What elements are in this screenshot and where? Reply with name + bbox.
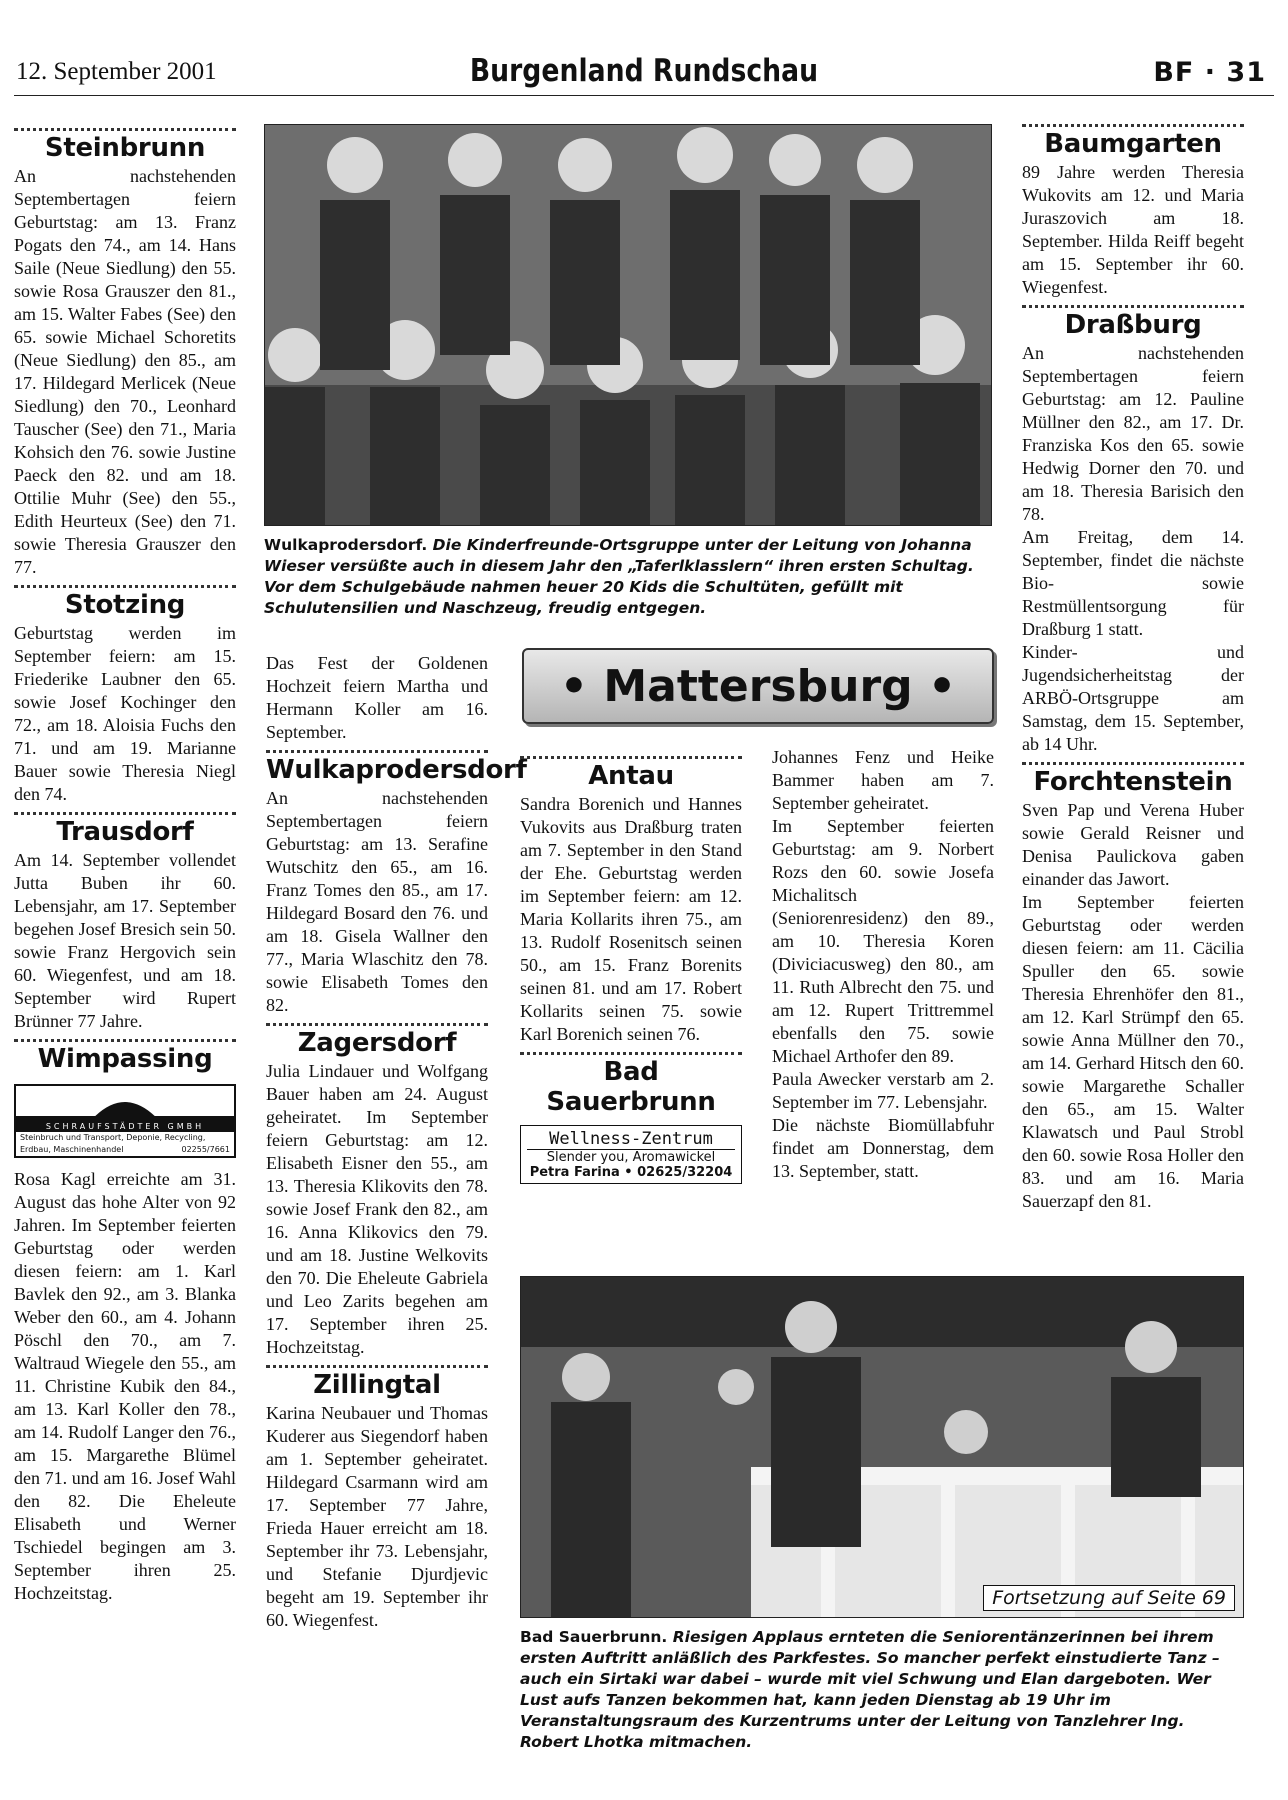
continuation-note: Fortsetzung auf Seite 69 (983, 1585, 1235, 1611)
photo-placeholder (265, 125, 991, 525)
ad-services: Slender you, Aromawickel (546, 1150, 716, 1165)
column-5 (1022, 118, 1244, 1213)
divider (520, 1052, 742, 1055)
heading-trausdorf: Trausdorf (56, 817, 194, 847)
column-4 (772, 746, 994, 1183)
caption-text: Riesigen Applaus ernteten die Seniorentänzerinnen bei ihrem ersten Auftritt anläßlich des Parkfestes. So mancher perfekt einstudierte Tanz – auch ein Sirtaki war dabei – wurde mit viel Schwung und Elan dargeboten. Wer Lust aufs Tanzen bekommen hat, kann jeden Dienstag ab 19 Uhr im Veranstaltungsraum des Kurzentrums unter der Leitung von Tanzlehrer Ing. Robert Lhotka mitmachen. (520, 1628, 1220, 1751)
text-baumgarten: 89 Jahre werden Theresia Wukovits am 12. und Maria Juraszovich am 18. September. Hilda Reiff begeht am 15. September ihr 60. Wiegenfest. (1022, 162, 1244, 297)
text-todesfall: Paula Awecker verstarb am 2. September im 77. Lebensjahr. (772, 1069, 994, 1112)
caption-text: Die Kinderfreunde-Ortsgruppe unter der Leitung von Johanna Wieser versüßte auch in diesem Jahr den „Taferlklasslern“ ihren ersten Schultag. Vor dem Schulgebäude nahmen heuer 20 Kids die Schultüten, gefüllt mit Schulutensilien und Naschzeug, freudig entgegen. (264, 536, 974, 617)
text-biomuell: Die nächste Biomüllabfuhr findet am Donnerstag, dem 13. September, statt. (772, 1115, 994, 1181)
photo-schoolchildren (264, 124, 992, 526)
ad-line-2 (16, 1144, 234, 1156)
column-1 (14, 122, 236, 1605)
ad-services: Steinbruch und Transport, Deponie, Recycling, (20, 1133, 206, 1142)
divider (266, 1365, 488, 1368)
text-goldene-hochzeit: Das Fest der Goldenen Hochzeit feiern Martha und Hermann Koller am 16. September. (266, 653, 488, 742)
ad-logo (16, 1086, 234, 1121)
heading-zagersdorf: Zagersdorf (297, 1028, 457, 1058)
text-drassburg-geburtstage: An nachstehenden Septembertagen feiern Geburtstag: am 12. Pauline Müllner den 82., am 17. Dr. Franziska Kos den 65. sowie Hedwig Dorner den 70. und am 18. Theresia Barisich den 78. (1022, 343, 1244, 524)
heading-wimpassing: Wimpassing (37, 1044, 213, 1074)
text-steinbrunn: An nachstehenden Septembertagen feiern Geburtstag: am 13. Franz Pogats den 74., am 14. Hans Saile (Neue Siedlung) den 55. sowie Rosa Grauszer den 81., am 15. Walter Fabes (See) den 65. sowie Michael Schoretits (Neue Siedlung) den 85., am 17. Hildegard Merlicek (Neue Siedlung) den 70., Leonhard Tauscher (See) den 71., Maria Kohsich den 76. sowie Justine Paeck den 82. und am 18. Ottilie Muhr (See) den 55., Edith Heurteux (See) den 71. sowie Theresia Grauszer den 77. (14, 166, 236, 577)
heading-drassburg: Draßburg (1064, 310, 1202, 340)
heading-stotzing: Stotzing (64, 590, 186, 620)
ad-contact: Petra Farina • 02625/32204 (529, 1165, 733, 1180)
divider (14, 812, 236, 815)
caption-wulkaprodersdorf (264, 535, 990, 619)
caption-place: Wulkaprodersdorf. (264, 536, 428, 554)
page-number: BF · 31 (1153, 57, 1266, 88)
text-hochzeit-fenz: Johannes Fenz und Heike Bammer haben am 7. September geheiratet. (772, 747, 994, 813)
heading-steinbrunn: Steinbrunn (44, 133, 206, 163)
divider (1022, 305, 1244, 308)
text-stotzing: Geburtstag werden im September feiern: am 15. Friederike Laubner den 65. sowie Josef Kochinger den 72., am 18. Aloisia Fuchs den 71. und am 19. Marianne Bauer sowie Theresia Niegl den 74. (14, 623, 236, 804)
text-drassburg-muell: Am Freitag, dem 14. September, findet die nächste Bio- sowie Restmüllentsorgung für Draßburg 1 statt. (1022, 527, 1244, 639)
header-rule (14, 95, 1274, 96)
divider (520, 756, 742, 759)
heading-bad-sauerbrunn: Bad Sauerbrunn (546, 1057, 716, 1117)
heading-zillingtal: Zillingtal (313, 1370, 441, 1400)
advertisement-schraufstaedter (14, 1084, 236, 1158)
text-forchtenstein-hochzeiten: Sven Pap und Verena Huber sowie Gerald Reisner und Denisa Paulickova gaben einander das Jawort. (1022, 800, 1244, 889)
heading-forchtenstein: Forchtenstein (1033, 767, 1233, 797)
photo-placeholder (521, 1277, 1243, 1617)
divider (266, 750, 488, 753)
divider (14, 1039, 236, 1042)
text-wulkaprodersdorf: An nachstehenden Septembertagen feiern Geburtstag: am 13. Serafine Wutschitz den 65., am 16. Franz Tomes den 85., am 17. Hildegard Bosard den 76. und am 18. Gisela Wallner den 77., Maria Wlaschitz den 78. sowie Elisabeth Tomes den 82. (266, 788, 488, 1015)
text-drassburg-sicherheitstag: Kinder- und Jugendsicherheitstag der ARBÖ-Ortsgruppe am Samstag, dem 15. September, ab 14 Uhr. (1022, 642, 1244, 754)
divider (266, 1023, 488, 1026)
caption-bad-sauerbrunn (520, 1627, 1242, 1753)
section-banner-mattersburg: • Mattersburg • (522, 648, 994, 724)
ad-company-name: SCHRAUFSTÄDTER GMBH (16, 1121, 234, 1132)
heading-antau: Antau (588, 761, 674, 791)
newspaper-title: Burgenland Rundschau (469, 53, 819, 89)
text-zillingtal: Karina Neubauer und Thomas Kuderer aus Siegendorf haben am 1. September geheiratet. Hildegard Csarmann wird am 17. September 77 Jahre, Frieda Hauer erreicht am 18. September ihr 73. Lebensjahr, und Stefanie Djurdjevic begeht am 19. September ihr 60. Wiegenfest. (266, 1403, 488, 1630)
ad-services-2: Erdbau, Maschinenhandel (20, 1145, 124, 1154)
text-forchtenstein-geburtstage: Im September feierten Geburtstag oder werden diesen feiern: am 11. Cäcilia Spuller den 65. sowie Theresia Ehrenhöfer den 81., am 12. Karl Strümpf den 65. sowie Anna Müllner den 70., am 14. Gerhard Hitsch den 60. sowie Margarethe Schaller den 65., am 15. Walter Klawatsch und Paul Strobl den 60. sowie Rosa Holler den 83. und am 16. Maria Sauerzapf den 81. (1022, 892, 1244, 1211)
advertisement-wellness-zentrum (520, 1125, 742, 1184)
divider (1022, 762, 1244, 765)
page-header (0, 0, 1288, 98)
photo-senior-dancers (520, 1276, 1244, 1618)
text-antau: Sandra Borenich und Hannes Vukovits aus Draßburg traten am 7. September in den Stand der Ehe. Geburtstag werden im September feiern: am 12. Maria Kollarits ihren 75., am 13. Rudolf Rosenitsch seinen 50., am 15. Franz Borenits seinen 81. und am 17. Robert Kollarits seinen 75. sowie Karl Borenich seinen 76. (520, 794, 742, 1044)
text-trausdorf: Am 14. September vollendet Jutta Buben ihr 60. Lebensjahr, am 17. September begehen Josef Bresich sein 50. sowie Franz Hergovich sein 60. Wiegenfest, und am 18. September wird Rupert Brünner 77 Jahre. (14, 850, 236, 1031)
divider (14, 128, 236, 131)
divider (1022, 124, 1244, 127)
ad-phone: 02255/7661 (181, 1145, 230, 1154)
heading-wulkaprodersdorf: Wulkaprodersdorf (266, 755, 527, 785)
ad-title: Wellness-Zentrum (527, 1129, 735, 1150)
text-wimpassing: Rosa Kagl erreichte am 31. August das hohe Alter von 92 Jahren. Im September feierten Geburtstag oder werden diesen feiern: am 1. Karl Bavlek den 92., am 3. Blanka Weber den 60., am 4. Johann Pöschl den 70., am 7. Waltraud Wiegele den 55., am 11. Christine Kubik den 84., am 13. Karl Koller den 78., am 14. Rudolf Langer den 76., am 15. Margarethe Blümel den 71. und am 16. Josef Wahl den 82. Die Eheleute Elisabeth und Werner Tschiedel begingen am 3. September ihren 25. Hochzeitstag. (14, 1169, 236, 1603)
ad-line-1 (16, 1132, 234, 1144)
column-2 (266, 652, 527, 1632)
text-geburtstage-bad-sauerbrunn: Im September feierten Geburtstag: am 9. Norbert Rozs den 60. sowie Josefa Michalitsch (Seniorenresidenz) den 89., am 10. Theresia Koren (Diviciacusweg) den 80., am 11. Ruth Albrecht den 75. und am 12. Rupert Trittremmel ebenfalls den 75. sowie Michael Arthofer den 89. (772, 816, 994, 1066)
text-zagersdorf: Julia Lindauer und Wolfgang Bauer haben am 24. August geheiratet. Im September feiern Geburtstag: am 12. Elisabeth Eisner den 55., am 13. Theresia Klikovits den 78. sowie Josef Frank den 82., am 16. Anna Klikovics den 79. und am 18. Justine Welkovits den 70. Die Eheleute Gabriela und Leo Zarits begehen am 17. September ihren 25. Hochzeitstag. (266, 1061, 488, 1357)
issue-date: 12. September 2001 (16, 58, 217, 85)
caption-place: Bad Sauerbrunn. (520, 1628, 668, 1646)
divider (14, 585, 236, 588)
heading-baumgarten: Baumgarten (1044, 129, 1222, 159)
column-3 (520, 750, 742, 1192)
